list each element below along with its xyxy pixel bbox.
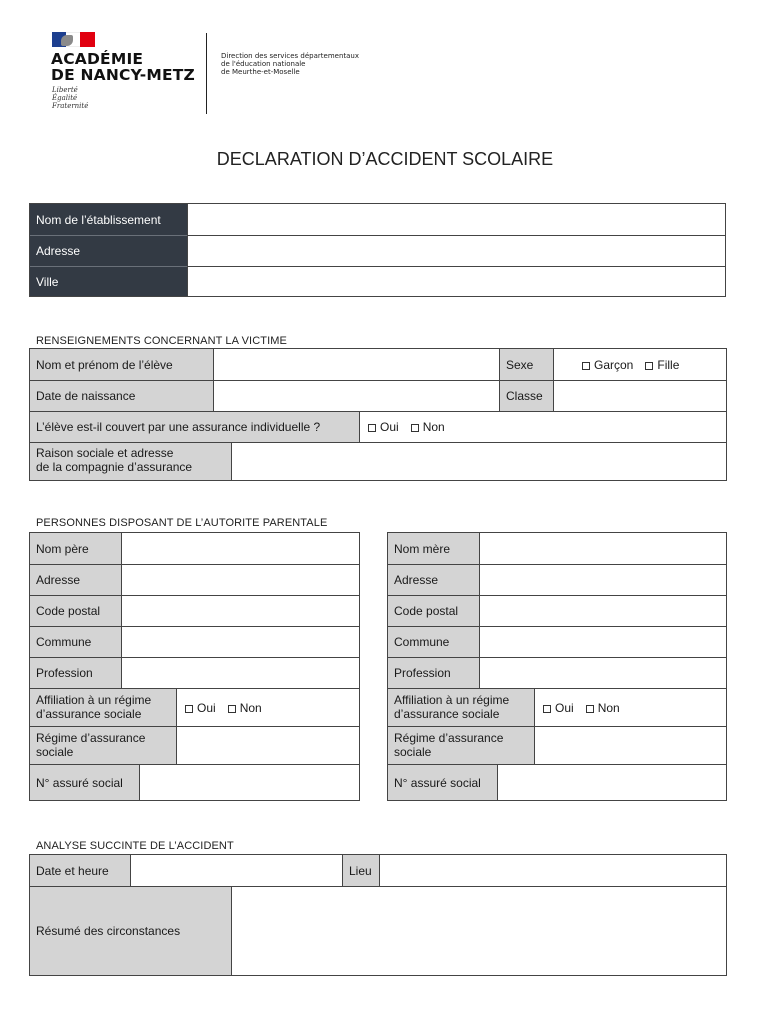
mother-postcode-label: Code postal	[388, 596, 480, 626]
etablissement-table	[29, 203, 726, 297]
mother-address-field[interactable]	[480, 565, 726, 595]
mother-name-field[interactable]	[480, 533, 726, 564]
father-name-field[interactable]	[122, 533, 359, 564]
father-ssn-field[interactable]	[140, 765, 359, 800]
accident-datetime-field[interactable]	[131, 855, 342, 886]
mother-profession-field[interactable]	[480, 658, 726, 688]
father-postcode-field[interactable]	[122, 596, 359, 626]
student-name-label: Nom et prénom de l’élève	[30, 349, 214, 380]
section-victime-title: RENSEIGNEMENTS CONCERNANT LA VICTIME	[36, 335, 287, 347]
insurance-non-checkbox[interactable]: Non	[411, 420, 445, 434]
insurance-options	[360, 412, 726, 442]
victime-table	[29, 348, 727, 481]
sex-options	[554, 349, 726, 380]
accident-datetime-label: Date et heure	[30, 855, 131, 886]
father-address-field[interactable]	[122, 565, 359, 595]
mother-affiliation-options	[535, 689, 726, 726]
birthdate-field[interactable]	[214, 381, 499, 411]
father-regime-label: Régime d’assurance sociale	[30, 727, 177, 764]
analyse-table	[29, 854, 727, 976]
page-title: DECLARATION D’ACCIDENT SCOLAIRE	[216, 149, 554, 169]
father-affiliation-non-checkbox[interactable]: Non	[228, 701, 262, 715]
insurer-label: Raison sociale et adresse de la compagnie d’assurance	[30, 443, 232, 480]
mother-address-label: Adresse	[388, 565, 480, 595]
father-ssn-label: N° assuré social	[30, 765, 140, 800]
sex-garcon-checkbox[interactable]: Garçon	[582, 358, 633, 372]
mother-ssn-label: N° assuré social	[388, 765, 498, 800]
section-analyse-title: ANALYSE SUCCINTE DE L’ACCIDENT	[36, 840, 234, 852]
academie-logo-text: ACADÉMIE DE NANCY-METZ	[51, 50, 195, 84]
marianne-flag-icon	[52, 32, 95, 47]
father-table	[29, 532, 360, 801]
mother-affiliation-non-checkbox[interactable]: Non	[586, 701, 620, 715]
republic-motto: Liberté Égalité Fraternité	[52, 86, 89, 110]
father-affiliation-options	[177, 689, 359, 726]
accident-place-field[interactable]	[380, 855, 726, 886]
circumstances-field[interactable]	[232, 887, 726, 975]
father-commune-field[interactable]	[122, 627, 359, 657]
mother-commune-field[interactable]	[480, 627, 726, 657]
mother-postcode-field[interactable]	[480, 596, 726, 626]
etablissement-city-label: Ville	[30, 266, 187, 296]
etablissement-name-label: Nom de l’établissement	[30, 204, 187, 235]
etablissement-name-field[interactable]	[187, 204, 725, 235]
father-address-label: Adresse	[30, 565, 122, 595]
insurance-oui-checkbox[interactable]: Oui	[368, 420, 399, 434]
etablissement-address-label: Adresse	[30, 235, 187, 266]
etablissement-address-field[interactable]	[187, 236, 725, 266]
mother-name-label: Nom mère	[388, 533, 480, 564]
mother-ssn-field[interactable]	[498, 765, 726, 800]
mother-commune-label: Commune	[388, 627, 480, 657]
mother-profession-label: Profession	[388, 658, 480, 688]
mother-table	[387, 532, 727, 801]
insurance-question-label: L’élève est-il couvert par une assurance individuelle ?	[30, 412, 360, 442]
father-name-label: Nom père	[30, 533, 122, 564]
mother-affiliation-label: Affiliation à un régime d’assurance sociale	[388, 689, 535, 726]
mother-affiliation-oui-checkbox[interactable]: Oui	[543, 701, 574, 715]
sex-fille-checkbox[interactable]: Fille	[645, 358, 679, 372]
mother-regime-label: Régime d’assurance sociale	[388, 727, 535, 764]
father-regime-field[interactable]	[177, 727, 359, 764]
mother-regime-field[interactable]	[535, 727, 726, 764]
etablissement-city-field[interactable]	[187, 267, 725, 296]
section-parents-title: PERSONNES DISPOSANT DE L’AUTORITE PARENTALE	[36, 517, 328, 529]
father-profession-label: Profession	[30, 658, 122, 688]
circumstances-label: Résumé des circonstances	[30, 887, 232, 975]
father-profession-field[interactable]	[122, 658, 359, 688]
class-field[interactable]	[554, 381, 726, 411]
father-commune-label: Commune	[30, 627, 122, 657]
birthdate-label: Date de naissance	[30, 381, 214, 411]
class-label: Classe	[499, 381, 554, 411]
direction-text: Direction des services départementaux de l'éducation nationale de Meurthe-et-Moselle	[221, 52, 360, 76]
father-affiliation-label: Affiliation à un régime d’assurance sociale	[30, 689, 177, 726]
student-name-field[interactable]	[214, 349, 499, 380]
sex-label: Sexe	[499, 349, 554, 380]
accident-place-label: Lieu	[342, 855, 380, 886]
father-affiliation-oui-checkbox[interactable]: Oui	[185, 701, 216, 715]
father-postcode-label: Code postal	[30, 596, 122, 626]
insurer-field[interactable]	[232, 443, 726, 480]
header-divider	[206, 33, 207, 114]
